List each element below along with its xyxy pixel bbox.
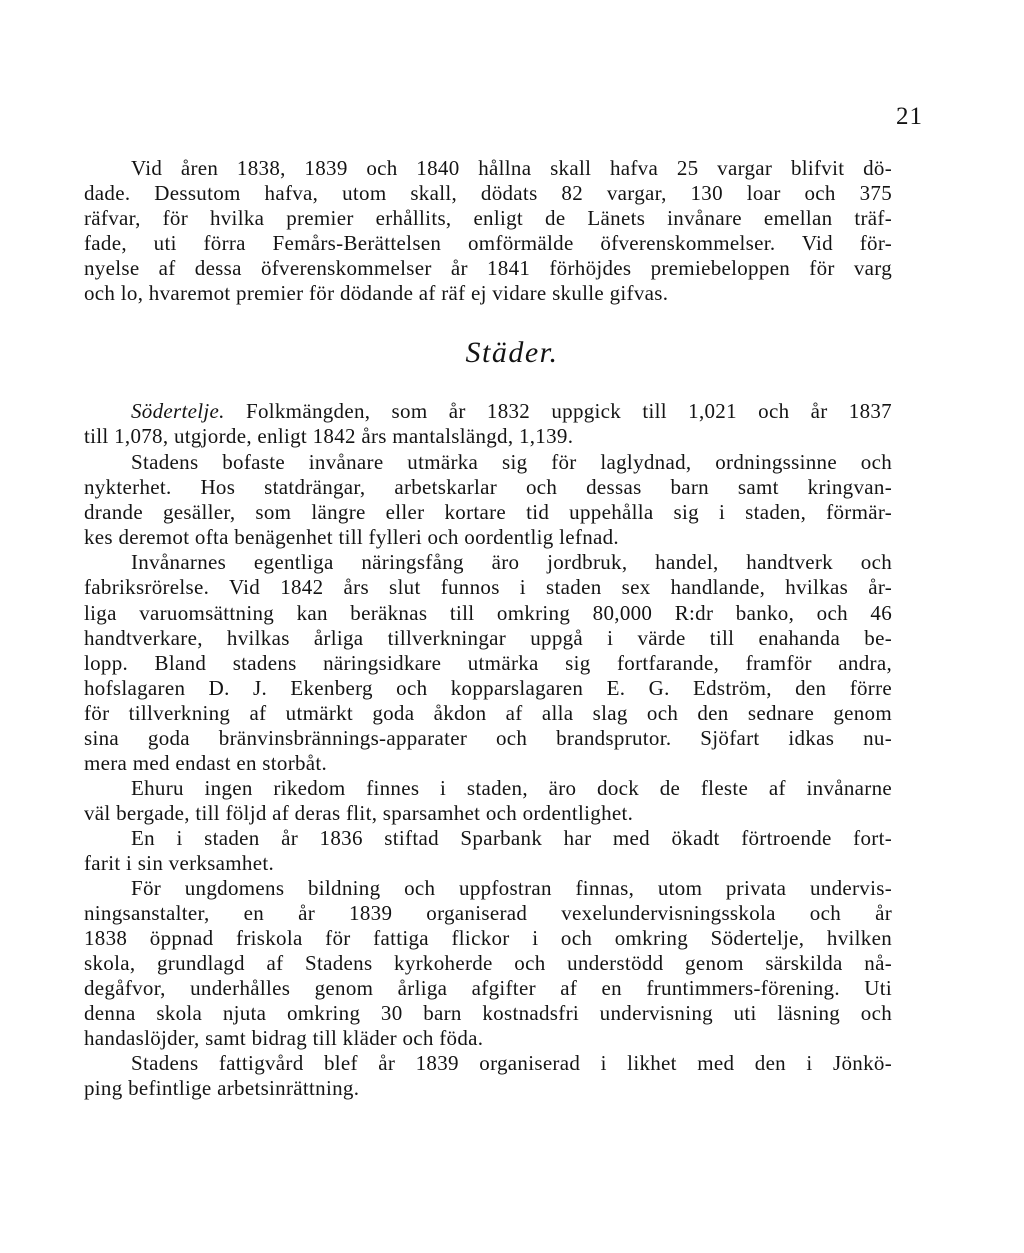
paragraph-line: hofslagaren D. J. Ekenberg och kopparslagaren E. G. Edström, den förre [84, 676, 892, 700]
page-number: 21 [896, 103, 923, 130]
paragraph-line: lopp. Bland stadens näringsidkare utmärka sig fortfarande, framför andra, [84, 651, 892, 675]
paragraph-line: till 1,078, utgjorde, enligt 1842 års mantalslängd, 1,139. [84, 424, 574, 448]
paragraph-line: nyelse af dessa öfverenskommelser år 1841 förhöjdes premiebeloppen för varg [84, 256, 892, 280]
paragraph-line: skola, grundlagd af Stadens kyrkoherde och understödd genom särskilda nå- [84, 951, 892, 975]
paragraph-line: och lo, hvaremot premier för dödande af räf ej vidare skulle gifvas. [84, 281, 669, 305]
paragraph-line: En i staden år 1836 stiftad Sparbank har med ökadt förtroende fort- [131, 826, 892, 850]
paragraph-line: fabriksrörelse. Vid 1842 års slut funnos i staden sex handlande, hvilkas år- [84, 575, 892, 599]
paragraph-line: väl bergade, till följd af deras flit, sparsamhet och ordentlighet. [84, 801, 634, 825]
paragraph-line: fade, uti förra Femårs-Berättelsen omförmälde öfverenskommelser. Vid för- [84, 231, 892, 255]
paragraph-line: drande gesäller, som längre eller kortare tid uppehålla sig i staden, förmär- [84, 500, 892, 524]
paragraph-line: Vid åren 1838, 1839 och 1840 hållna skall hafva 25 vargar blifvit dö- [131, 156, 892, 180]
paragraph-line: ping befintlige arbetsinrättning. [84, 1076, 360, 1100]
paragraph-line: farit i sin verksamhet. [84, 851, 275, 875]
paragraph-line: 1838 öppnad friskola för fattiga flickor i och omkring Södertelje, hvilken [84, 926, 892, 950]
paragraph-line: sina goda bränvinsbrännings-apparater och brandsprutor. Sjöfart idkas nu- [84, 726, 892, 750]
paragraph-line: Stadens fattigvård blef år 1839 organiserad i likhet med den i Jönkö- [131, 1051, 892, 1075]
paragraph-line: denna skola njuta omkring 30 barn kostnadsfri undervisning uti läsning och [84, 1001, 892, 1025]
paragraph-line: dade. Dessutom hafva, utom skall, dödats 82 vargar, 130 loar och 375 [84, 181, 892, 205]
paragraph-line: liga varuomsättning kan beräknas till omkring 80,000 R:dr banko, och 46 [84, 601, 892, 625]
paragraph-line: För ungdomens bildning och uppfostran finnas, utom privata undervis- [131, 876, 892, 900]
paragraph-line: ningsanstalter, en år 1839 organiserad vexelundervisningsskola och år [84, 901, 892, 925]
paragraph-line: Invånarnes egentliga näringsfång äro jordbruk, handel, handtverk och [131, 550, 892, 574]
paragraph-line: för tillverkning af utmärkt goda åkdon af alla slag och den sednare genom [84, 701, 892, 725]
section-heading: Städer. [465, 336, 559, 369]
paragraph-line: degåfvor, underhålles genom årliga afgifter af en fruntimmers-förening. Uti [84, 976, 892, 1000]
paragraph-line: handaslöjder, samt bidrag till kläder och föda. [84, 1026, 484, 1050]
paragraph-line: mera med endast en storbåt. [84, 751, 328, 775]
paragraph-line: räfvar, för hvilka premier erhållits, enligt de Länets invånare emellan träf- [84, 206, 892, 230]
paragraph-line: Ehuru ingen rikedom finnes i staden, äro dock de fleste af invånarne [131, 776, 892, 800]
paragraph-line: kes deremot ofta benägenhet till fylleri och oordentlig lefnad. [84, 525, 619, 549]
paragraph-line: nykterhet. Hos statdrängar, arbetskarlar och dessas barn samt kringvan- [84, 475, 892, 499]
paragraph-line: Stadens bofaste invånare utmärka sig för laglydnad, ordningssinne och [131, 450, 892, 474]
line-text: Folkmängden, som år 1832 uppgick till 1,021 och år 1837 [245, 399, 892, 423]
place-name: Södertelje. [131, 399, 225, 423]
paragraph-line [131, 398, 892, 425]
paragraph-line: handtverkare, hvilkas årliga tillverkningar uppgå i värde till enahanda be- [84, 626, 892, 650]
